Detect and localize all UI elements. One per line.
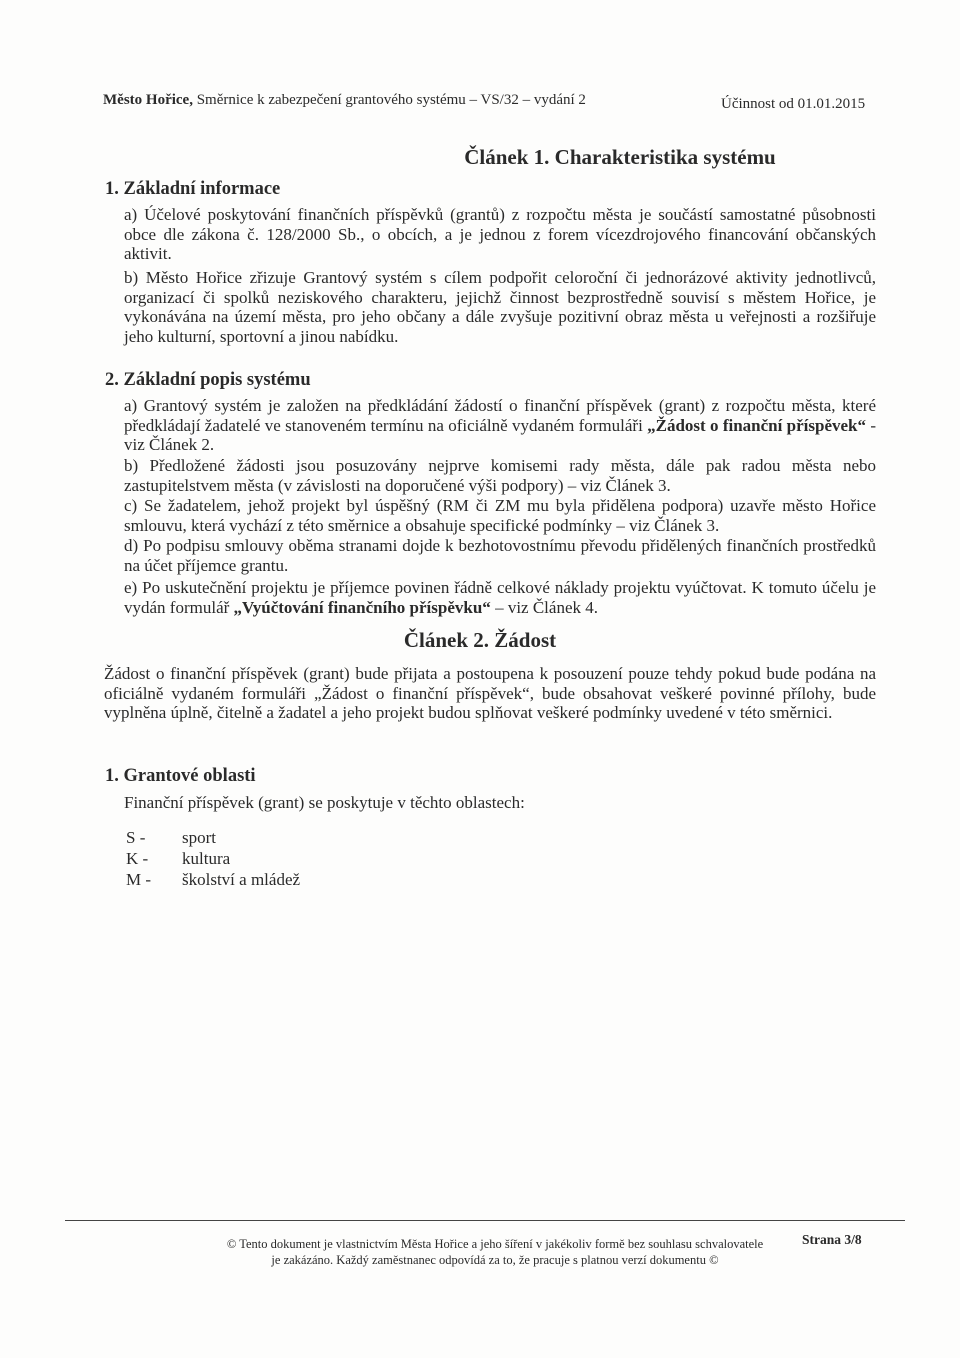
- paragraph-application-intro: Žádost o finanční příspěvek (grant) bude přijata a postoupena k posouzení pouze tehdy pokud bude podána na oficiálně vydaném formuláři „Žádost o finanční příspěvek“, bude obsahovat veškeré povinné přílohy, bude vyplněna úplně, čitelně a žadatel a jeho projekt budou splňovat veškeré podmínky uvedené v této směrnici.: [104, 664, 876, 723]
- section-grant-areas-heading: 1. Grantové oblasti: [105, 766, 256, 786]
- section-system-description-heading: 2. Základní popis systému: [105, 370, 311, 390]
- paragraph-2d: d) Po podpisu smlouvy oběma stranami dojde k bezhotovostnímu převodu přidělených finančních prostředků na účet příjemce grantu.: [124, 536, 876, 575]
- paragraph-1b: b) Město Hořice zřizuje Grantový systém s cílem podpořit celoroční či jednorázové aktivity jednotlivců, organizací či spolků neziskového charakteru, jejichž činnost bezprostředně souvisí s městem Hořice, je vykonávána na území města, pro jeho občany a dále zvyšuje pozitivní obraz města u veřejnosti a rozšiřuje jeho kulturní, sportovní a jinou nabídku.: [124, 268, 876, 346]
- form-name-settlement: „Vyúčtování finančního příspěvku“: [233, 597, 491, 617]
- paragraph-2b: b) Předložené žádosti jsou posuzovány nejprve komisemi rady města, dále pak radou města nebo zastupitelstvem města (v závislosti na doporučené výši podpory) – viz Článek 3.: [124, 456, 876, 495]
- page-number: Strana 3/8: [802, 1232, 862, 1247]
- list-item: [126, 828, 216, 848]
- header-city: Město Hořice,: [103, 92, 193, 108]
- list-item: [126, 849, 230, 869]
- article1-title: Článek 1. Charakteristika systému: [464, 145, 776, 169]
- area-code: K -: [126, 849, 149, 868]
- area-code: M -: [126, 870, 152, 889]
- area-code: S -: [126, 828, 146, 847]
- section-basic-info-heading: 1. Základní informace: [105, 179, 281, 199]
- paragraph-1a: a) Účelové poskytování finančních příspěvků (grantů) z rozpočtu města je součástí samostatné působnosti obce dle zákona č. 128/2000 Sb., o obcích, a je jednou z forem vícezdrojového financování občanských aktivit.: [124, 205, 876, 264]
- article2-title: Článek 2. Žádost: [403, 628, 557, 652]
- footer-copyright: © Tento dokument je vlastnictvím Města Hořice a jeho šíření v jakékoliv formě bez souhlasu schvalovatele je zakázáno. Každý zaměstnanec odpovídá za to, že pracuje s platnou verzí dokumentu ©: [226, 1237, 764, 1267]
- form-name-application: „Žádost o finanční příspěvek“: [647, 415, 866, 435]
- header-doc-title: Směrnice k zabezpečení grantového systému – VS/32 – vydání 2: [196, 92, 586, 108]
- header-effective-date: Účinnost od 01.01.2015: [721, 96, 866, 112]
- paragraph-2e: e) Po uskutečnění projektu je příjemce povinen řádně celkové náklady projektu vyúčtovat. K tomuto účelu je vydán formulář „Vyúčtování finančního příspěvku“ – viz Článek 4.: [124, 578, 876, 617]
- list-item: [126, 870, 300, 890]
- grant-areas-text: Finanční příspěvek (grant) se poskytuje v těchto oblastech:: [124, 793, 525, 812]
- area-name: sport: [182, 828, 216, 847]
- document-header: [103, 92, 586, 109]
- area-name: školství a mládež: [182, 870, 301, 889]
- paragraph-2c: c) Se žadatelem, jehož projekt byl úspěšný (RM či ZM mu byla přidělena podpora) uzavře město Hořice smlouvu, která vychází z této směrnice a obsahuje specifické podmínky – viz Článek 3.: [124, 496, 876, 535]
- area-name: kultura: [182, 849, 231, 868]
- footer-divider: [65, 1220, 905, 1221]
- paragraph-2a: a) Grantový systém je založen na předkládání žádostí o finanční příspěvek (grant) z rozpočtu města, které předkládají žadatelé ve stanoveném termínu na oficiálně vydaném formuláři „Žádost o finanční příspěvek“ - viz Článek 2.: [124, 396, 876, 455]
